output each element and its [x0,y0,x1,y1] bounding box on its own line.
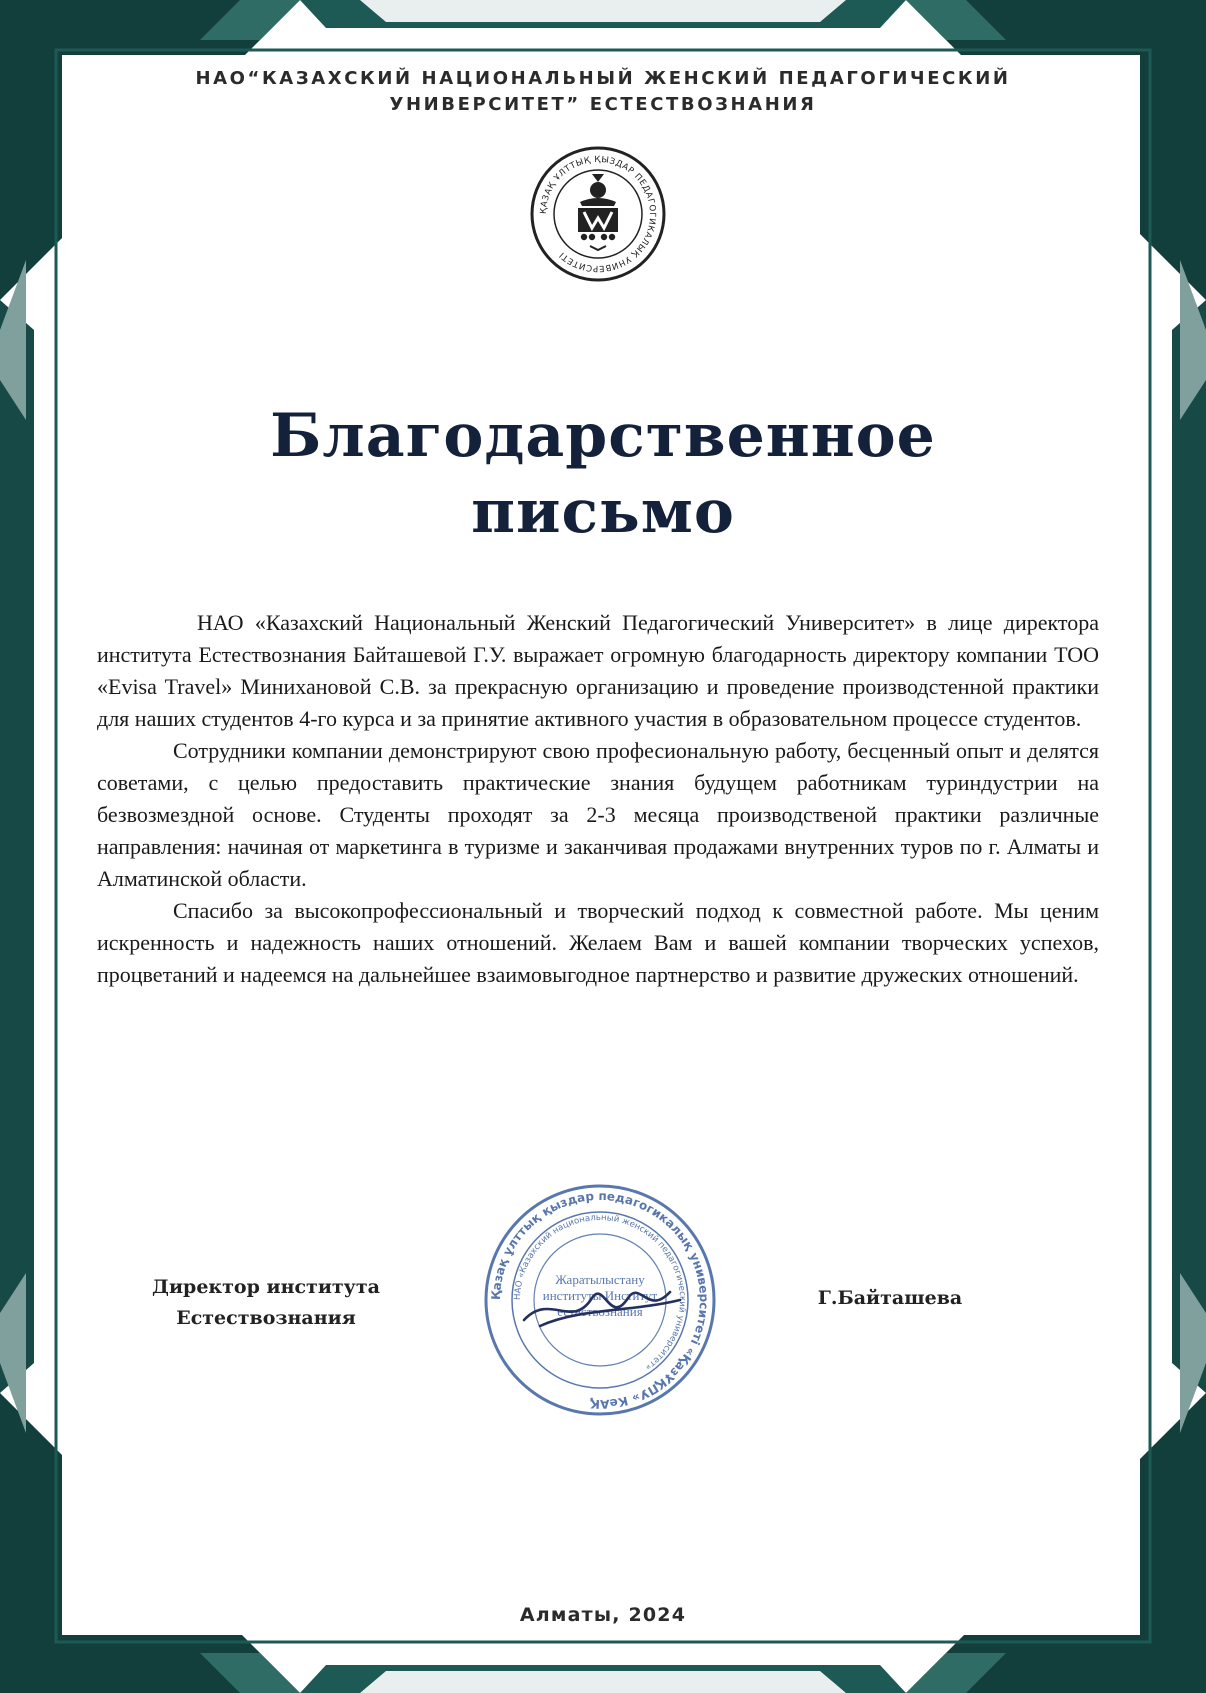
logo-ring-text: ҚАЗАҚ ҰЛТТЫҚ ҚЫЗДАР ПЕДАГОГИКАЛЫҚ УНИВЕРСИТЕТІ [538,154,658,274]
header-line-2: УНИВЕРСИТЕТ” ЕСТЕСТВОЗНАНИЯ [389,94,817,115]
signatory-role [126,1272,406,1334]
body-paragraph-2: Сотрудники компании демонстрируют свою професиональную работу, бесценный опыт и делятся советами, с целью предоставить практические знания будущем работникам туриндустрии на безвозмездной основе. Студенты проходят за 2-3 месяца производственой практики различные направления: начиная от маркетинга в туризме и заканчивая продажами внутренних туров по г. Алматы и Алматинской области. [97,738,1099,891]
stamp-outer-ring-text: Қазақ ұлттық қыздар педагогикалық университеті «ҚазҰҚПУ» КеАҚ [488,1188,712,1412]
official-stamp-icon [480,1180,720,1420]
stamp-inner-ring-text: НАО «Казахский национальный женский педагогический университет» [512,1212,688,1373]
university-emblem-icon [528,144,668,284]
letter-title [0,398,1206,550]
letter-body [97,607,1099,991]
signatory-role-line-2: Естествознания [176,1307,356,1329]
title-line-2: письмо [471,477,735,547]
signatory-name: Г.Байташева [817,1287,963,1309]
place-and-date: Алматы, 2024 [519,1604,687,1626]
university-header [0,66,1206,118]
stamp-center-text: Жаратылыстану институты Институт естествознания [542,1272,658,1319]
body-paragraph-1: НАО «Казахский Национальный Женский Педагогический Университет» в лице директора института Естествознания Байташевой Г.У. выражает огромную благодарность директору компании ТОО «Evisa Travel» Минихановой С.В. за прекрасную организацию и проведение производстенной практики для наших студентов 4-го курса и за принятие активного участия в образовательном процессе студентов. [97,610,1099,731]
body-paragraph-3: Спасибо за высокопрофессиональный и творческий подход к совместной работе. Мы ценим искренность и надежность наших отношений. Желаем Вам и вашей компании творческих успехов, процветаний и надеемся на дальнейшее взаимовыгодное партнерство и развитие дружеских отношений. [97,898,1099,987]
signatory-role-line-1: Директор института [152,1276,380,1298]
title-line-1: Благодарственное [270,401,936,471]
header-line-1: НАО“КАЗАХСКИЙ НАЦИОНАЛЬНЫЙ ЖЕНСКИЙ ПЕДАГОГИЧЕСКИЙ [195,68,1011,89]
